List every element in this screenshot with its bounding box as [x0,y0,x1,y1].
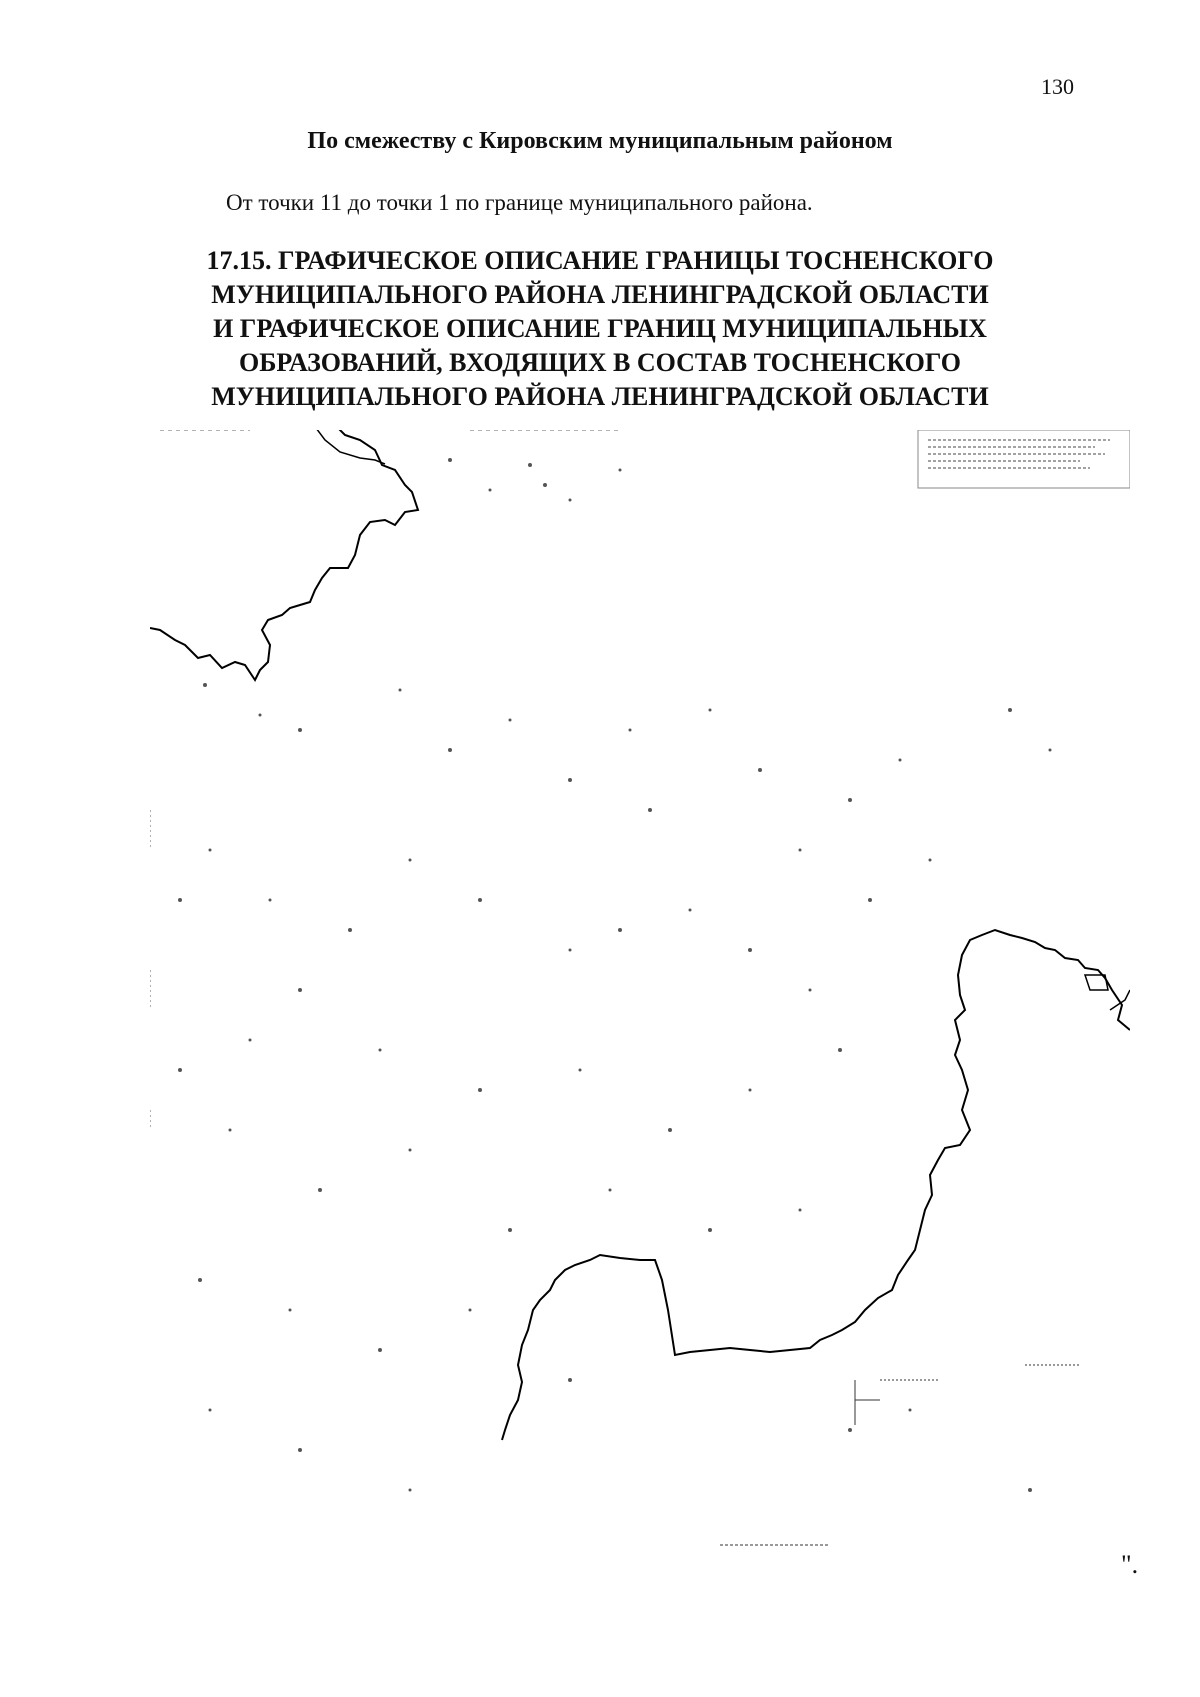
boundary-paragraph: От точки 11 до точки 1 по границе муниципального района. [226,190,813,215]
heading-line: МУНИЦИПАЛЬНОГО РАЙОНА ЛЕНИНГРАДСКОЙ ОБЛАСТИ [211,382,989,411]
heading-line: ОБРАЗОВАНИЙ, ВХОДЯЩИХ В СОСТАВ ТОСНЕНСКОГО [238,348,962,377]
boundary-map-image [150,430,1130,1570]
map-edge-marks [150,430,620,1130]
closing-quote-mark: ". [1121,1550,1139,1579]
page-number: 130 [1041,74,1074,99]
heading-line: 17.15. ГРАФИЧЕСКОЕ ОПИСАНИЕ ГРАНИЦЫ ТОСНЕНСКОГО [206,246,994,275]
map-speckles [178,458,1052,1492]
heading-line: МУНИЦИПАЛЬНОГО РАЙОНА ЛЕНИНГРАДСКОЙ ОБЛАСТИ [211,280,989,309]
district-boundary-southeast [502,930,1130,1440]
heading-line: И ГРАФИЧЕСКОЕ ОПИСАНИЕ ГРАНИЦ МУНИЦИПАЛЬНЫХ [213,314,987,343]
boundary-fragment-east [1085,975,1130,1010]
district-boundary-north [150,430,418,680]
section-heading [150,244,1050,414]
section-subheading: По смежеству с Кировским муниципальным районом [307,128,893,154]
map-legend [918,430,1130,488]
map-scale-notes [720,1365,1080,1545]
